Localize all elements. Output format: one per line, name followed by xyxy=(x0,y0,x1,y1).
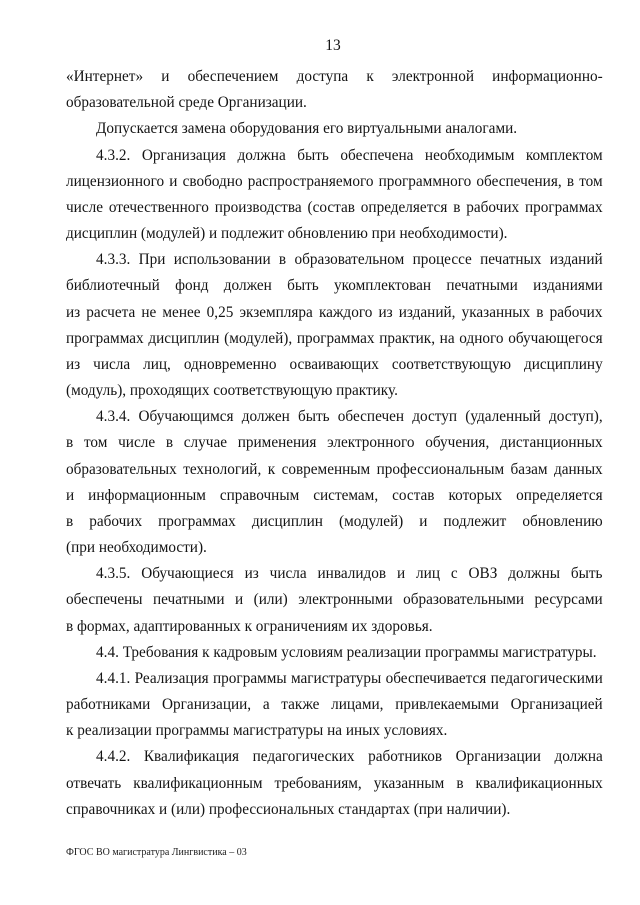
text-line: Допускается замена оборудования его виртуальными аналогами. xyxy=(96,120,518,138)
paragraph-continuation xyxy=(66,64,603,116)
text-line: лицензионного и свободно распространяемого программного обеспечения, в том xyxy=(66,172,603,190)
text-line: обеспечены печатными и (или) электронными образовательными ресурсами xyxy=(66,591,603,609)
text-line: и информационным справочным системам, состав которых определяется xyxy=(66,486,603,504)
text-line: (при необходимости). xyxy=(66,539,207,557)
document-body xyxy=(66,64,603,823)
text-line: в рабочих программах дисциплин (модулей) и подлежит обновлению xyxy=(66,512,603,530)
text-line: 4.3.4. Обучающимся должен быть обеспечен доступ (удаленный доступ), xyxy=(96,408,603,426)
text-line: программах дисциплин (модулей), программах практик, на одного обучающегося xyxy=(66,329,603,347)
text-line: библиотечный фонд должен быть укомплектован печатными изданиями xyxy=(66,277,603,295)
paragraph-4-3-2 xyxy=(66,143,603,248)
text-line: работниками Организации, а также лицами, привлекаемыми Организацией xyxy=(66,696,603,714)
page-number: 13 xyxy=(325,37,341,54)
text-line: 4.4.2. Квалификация педагогических работников Организации должна xyxy=(96,748,603,766)
paragraph-virtual-analogs xyxy=(66,116,603,142)
text-line: (модуль), проходящих соответствующую практику. xyxy=(66,382,398,400)
text-line: «Интернет» и обеспечением доступа к электронной информационно- xyxy=(66,68,603,85)
text-line: в формах, адаптированных к ограничениям их здоровья. xyxy=(66,617,433,635)
text-line: к реализации программы магистратуры на иных условиях. xyxy=(66,722,448,740)
page-footer: ФГОС ВО магистратура Лингвистика – 03 xyxy=(66,847,247,858)
paragraph-4-3-3 xyxy=(66,247,603,404)
paragraph-4-4 xyxy=(66,640,603,666)
text-line: 4.4.1. Реализация программы магистратуры обеспечивается педагогическими xyxy=(96,669,603,687)
text-line: 4.3.3. При использовании в образовательном процессе печатных изданий xyxy=(96,251,603,269)
text-line: образовательных технологий, к современным профессиональным базам данных xyxy=(66,460,603,478)
text-line: из числа лиц, одновременно осваивающих соответствующую дисциплину xyxy=(66,355,603,373)
paragraph-4-3-5 xyxy=(66,561,603,640)
text-line: 4.3.5. Обучающиеся из числа инвалидов и лиц с ОВЗ должны быть xyxy=(96,565,603,583)
text-line: из расчета не менее 0,25 экземпляра каждого из изданий, указанных в рабочих xyxy=(66,303,603,321)
text-line: дисциплин (модулей) и подлежит обновлению при необходимости). xyxy=(66,225,508,243)
paragraph-4-4-1 xyxy=(66,666,603,745)
paragraph-4-4-2 xyxy=(66,744,603,823)
text-line: 4.3.2. Организация должна быть обеспечена необходимым комплектом xyxy=(96,146,603,164)
text-line: образовательной среде Организации. xyxy=(66,94,307,112)
section-heading: 4.4. Требования к кадровым условиям реализации программы магистратуры. xyxy=(96,643,597,661)
text-line: отвечать квалификационным требованиям, указанным в квалификационных xyxy=(66,774,603,792)
paragraph-4-3-4 xyxy=(66,404,603,561)
text-line: числе отечественного производства (состав определяется в рабочих программах xyxy=(66,198,603,216)
text-line: в том числе в случае применения электронного обучения, дистанционных xyxy=(66,434,603,452)
text-line: справочниках и (или) профессиональных стандартах (при наличии). xyxy=(66,800,511,818)
